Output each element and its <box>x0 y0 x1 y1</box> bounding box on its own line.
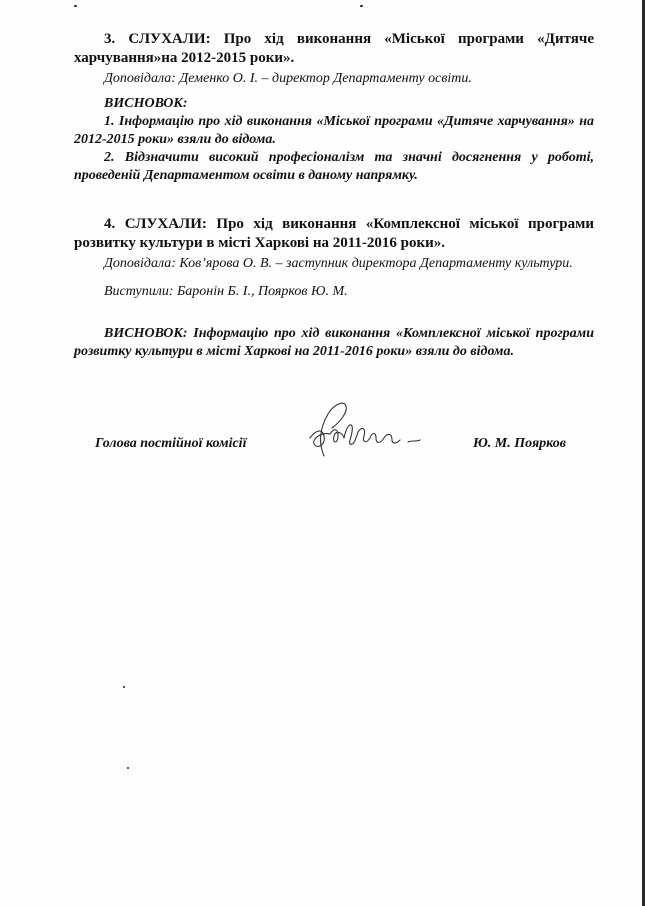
scan-speck <box>74 5 77 7</box>
agenda-item-3 <box>74 30 594 88</box>
scan-speck <box>123 686 125 688</box>
item-3-conclusion <box>74 95 594 185</box>
scan-speck <box>127 767 129 769</box>
item-3-conclusion-title: ВИСНОВОК: <box>104 96 188 111</box>
signatory-name: Ю. М. Поярков <box>473 436 566 451</box>
item-3-conclusion-2: 2. Відзначити високий професіоналізм та значні досягнення у роботі, проведеній Департаментом освіти в даному напрямку. <box>74 150 594 183</box>
item-3-reporter: Доповідала: Деменко О. І. – директор Департаменту освіти. <box>104 71 472 86</box>
item-4-reporter: Доповідала: Ков’ярова О. В. – заступник директора Департаменту культури. <box>104 256 573 271</box>
scan-speck <box>360 5 363 7</box>
handwritten-signature <box>300 398 430 460</box>
item-3-conclusion-1: 1. Інформацію про хід виконання «Міської програми «Дитяче харчування» на 2012-2015 роки» взяли до відома. <box>74 114 594 147</box>
item-3-heading: 3. СЛУХАЛИ: Про хід виконання «Міської програми «Дитяче харчування»на 2012-2015 роки». <box>74 31 594 66</box>
agenda-item-4 <box>74 215 594 301</box>
item-4-heading: 4. СЛУХАЛИ: Про хід виконання «Комплексної міської програми розвитку культури в місті Харкові на 2011-2016 роки». <box>74 216 594 251</box>
signature-label: Голова постійної комісії <box>95 436 247 451</box>
item-4-speakers: Виступили: Баронін Б. І., Поярков Ю. М. <box>104 284 348 299</box>
item-4-conclusion-text: ВИСНОВОК: Інформацію про хід виконання «Комплексної міської програми розвитку культури в місті Харкові на 2011-2016 роки» взяли до відома. <box>74 326 594 359</box>
item-4-conclusion <box>74 325 594 361</box>
